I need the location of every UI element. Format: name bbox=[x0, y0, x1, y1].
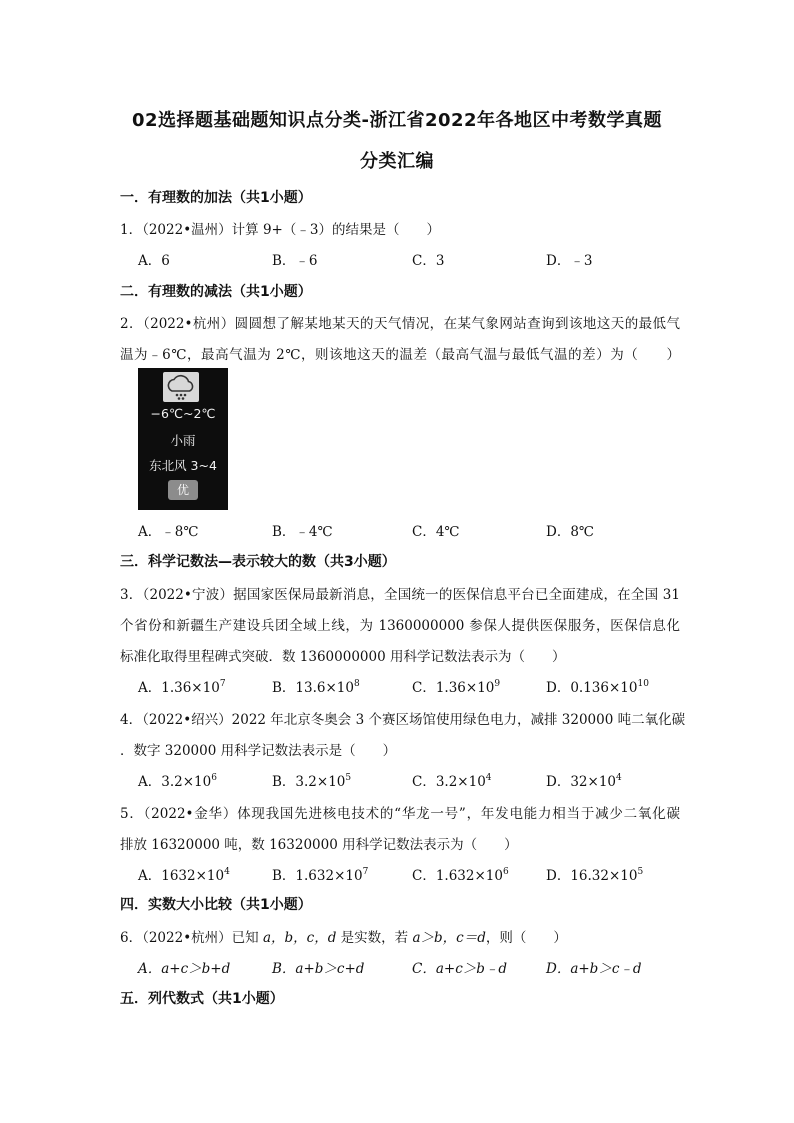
air-quality-badge: 优 bbox=[168, 480, 198, 500]
question-6-options bbox=[138, 957, 698, 977]
option-d: D．$16.32\times 10^5$ bbox=[546, 867, 644, 884]
question-6-text: 6．（2022•杭州）已知 a，b，c，d 是实数，若 a＞b，c＝d，则（ ） bbox=[120, 930, 567, 946]
option-a: A．$1632\times 10^4$ bbox=[138, 867, 230, 884]
section-heading-3: 三．科学记数法—表示较大的数（共3小题） bbox=[120, 554, 396, 570]
section-heading-5: 五．列代数式（共1小题） bbox=[120, 991, 284, 1007]
option-d: D．﹣3 bbox=[546, 253, 593, 269]
question-2-line-2: 温为﹣6℃，最高气温为 2℃，则该地这天的温差（最高气温与最低气温的差）为（ ） bbox=[120, 347, 680, 363]
question-4-line-1: 4．（2022•绍兴）2022 年北京冬奥会 3 个赛区场馆使用绿色电力，减排 320000 吨二氧化碳 bbox=[120, 712, 686, 728]
option-c: C．$1.632\times 10^6$ bbox=[412, 867, 509, 884]
option-a: A．a+c＞b+d bbox=[138, 961, 231, 977]
option-d: D．$32\times 10^4$ bbox=[546, 773, 622, 790]
weather-temperature: −6℃~2℃ bbox=[150, 406, 216, 421]
section-heading-4: 四．实数大小比较（共1小题） bbox=[120, 897, 312, 913]
question-5-options bbox=[138, 864, 698, 884]
question-3-line-3: 标准化取得里程碑式突破．数 1360000000 用科学记数法表示为（ ） bbox=[120, 649, 566, 665]
question-3-line-2: 个省份和新疆生产建设兵团全域上线，为 1360000000 参保人提供医保服务，医保信息化 bbox=[120, 618, 680, 634]
weather-wind: 东北风 3~4 bbox=[149, 458, 217, 473]
option-b: B．a+b＞c+d bbox=[272, 961, 365, 977]
option-b: B．$1.632\times 10^7$ bbox=[272, 867, 369, 884]
cloud-rain-icon bbox=[163, 372, 199, 402]
option-b: B．$13.6\times 10^8$ bbox=[272, 679, 360, 696]
option-a: A．6 bbox=[138, 253, 170, 269]
option-d: D．8℃ bbox=[546, 524, 595, 540]
option-c: C．$1.36\times 10^9$ bbox=[412, 679, 501, 696]
option-d: D．$0.136\times 10^{10}$ bbox=[546, 679, 649, 696]
question-2-options bbox=[138, 520, 698, 540]
question-4-options bbox=[138, 770, 698, 790]
option-c: C．$3.2\times 10^4$ bbox=[412, 773, 492, 790]
page-title: 02选择题基础题知识点分类-浙江省2022年各地区中考数学真题 bbox=[131, 110, 663, 131]
question-4-line-2: ．数字 320000 用科学记数法表示是（ ） bbox=[120, 743, 397, 759]
option-c: C．3 bbox=[412, 253, 445, 269]
question-3-line-1: 3．（2022•宁波）据国家医保局最新消息，全国统一的医保信息平台已全面建成，在全国 31 bbox=[120, 587, 680, 603]
question-3-options bbox=[138, 676, 698, 696]
option-b: B．$3.2\times 10^5$ bbox=[272, 773, 352, 790]
option-d: D．a+b＞c﹣d bbox=[546, 961, 642, 977]
weather-description: 小雨 bbox=[170, 433, 196, 448]
option-c: C．4℃ bbox=[412, 524, 460, 540]
option-a: A．$1.36\times 10^7$ bbox=[138, 679, 226, 696]
section-heading-2: 二．有理数的减法（共1小题） bbox=[120, 284, 312, 300]
weather-widget-image bbox=[138, 368, 228, 510]
option-a: A．﹣8℃ bbox=[138, 524, 199, 540]
option-c: C．a+c＞b﹣d bbox=[412, 961, 508, 977]
option-b: B．﹣4℃ bbox=[272, 524, 333, 540]
question-2-line-1: 2．（2022•杭州）圆圆想了解某地某天的天气情况，在某气象网站查询到该地这天的最低气 bbox=[120, 316, 680, 332]
question-5-line-2: 排放 16320000 吨，数 16320000 用科学记数法表示为（ ） bbox=[120, 837, 518, 853]
option-a: A．$3.2\times 10^6$ bbox=[138, 773, 217, 790]
page-title-continued: 分类汇编 bbox=[360, 151, 434, 172]
section-heading-1: 一．有理数的加法（共1小题） bbox=[120, 190, 312, 206]
question-1-options bbox=[138, 249, 698, 269]
option-b: B．﹣6 bbox=[272, 253, 318, 269]
question-5-line-1: 5．（2022•金华）体现我国先进核电技术的“华龙一号”，年发电能力相当于减少二氧化碳 bbox=[120, 806, 680, 822]
question-1-text: 1．（2022•温州）计算 9+（﹣3）的结果是（ ） bbox=[120, 222, 440, 238]
